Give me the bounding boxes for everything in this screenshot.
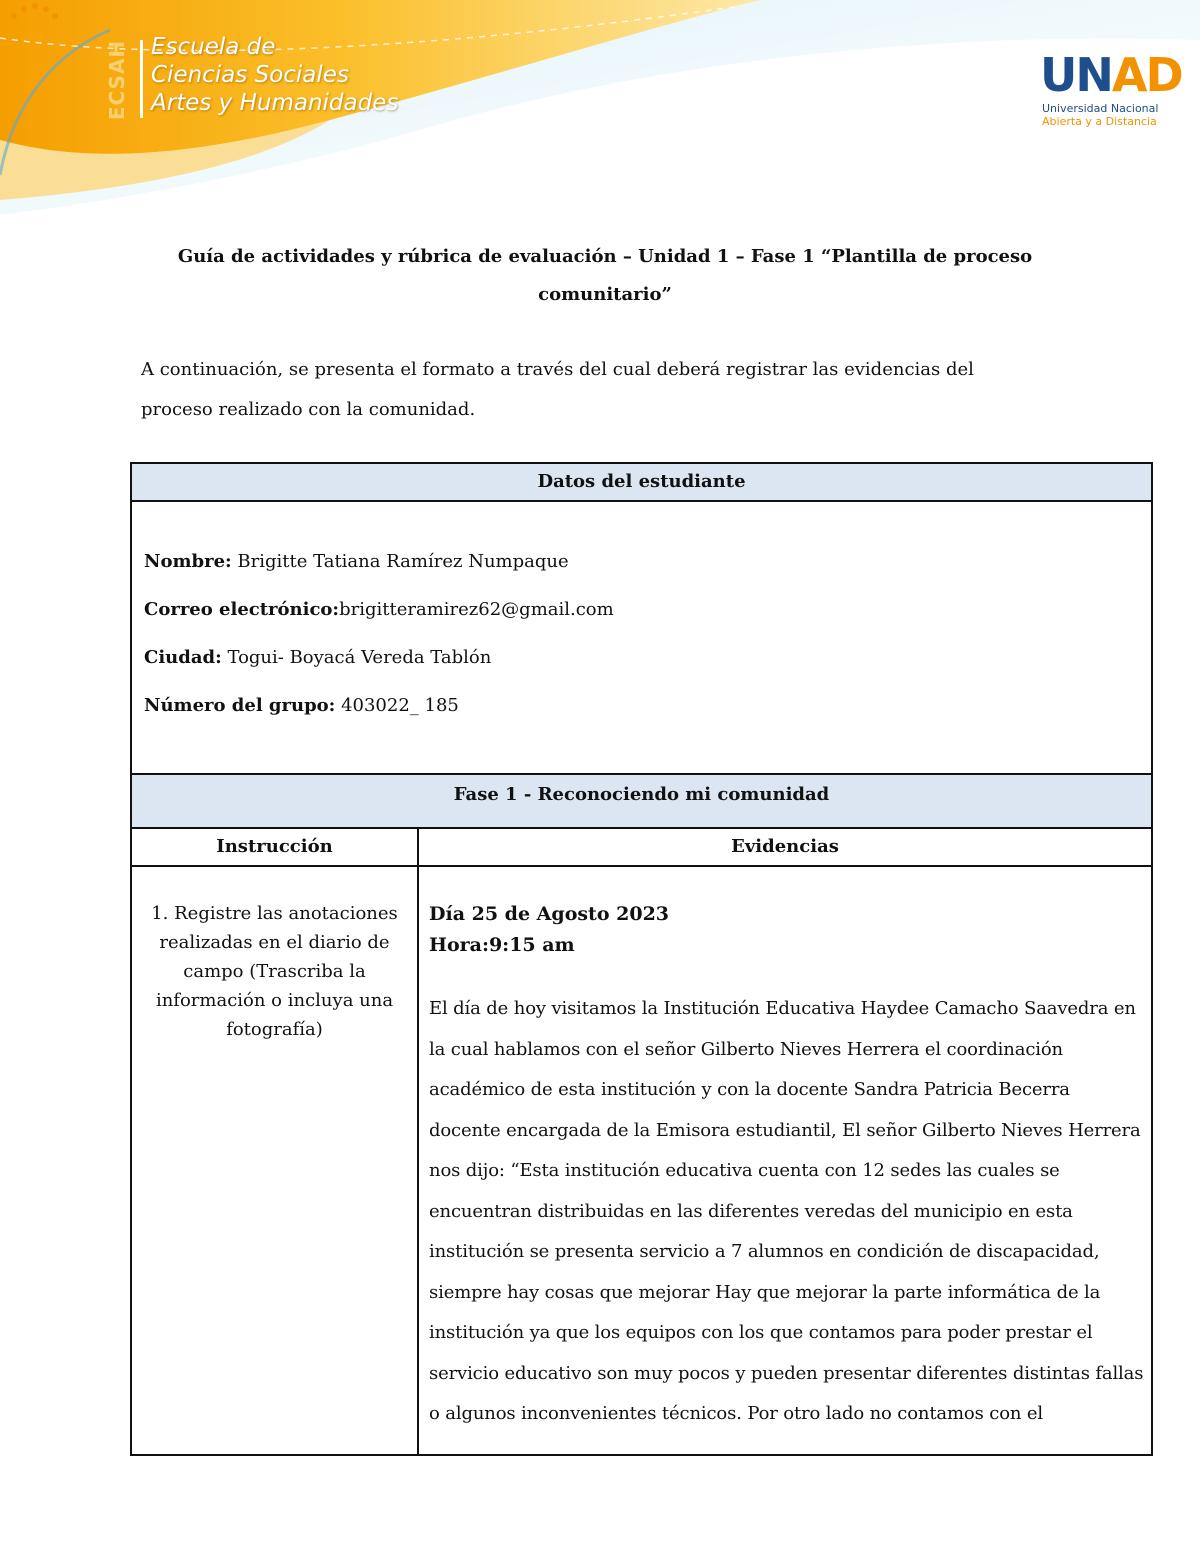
ecsah-text: ECSAH	[105, 39, 129, 121]
document-title: Guía de actividades y rúbrica de evaluación – Unidad 1 – Fase 1 “Plantilla de proceso comunitario”	[177, 246, 1033, 305]
group-label: Número del grupo:	[144, 695, 336, 716]
unad-subtitle-2: Abierta y a Distancia	[1042, 115, 1157, 128]
instruction-column-header: Instrucción	[131, 828, 418, 866]
evidence-text: El día de hoy visitamos la Institución Educativa Haydee Camacho Saavedra en la cual hablamos con el señor Gilberto Nieves Herrera el coordinación académico de esta institución y con la docente Sandra Patricia Becerra docente encargada de la Emisora estudiantil, El señor Gilberto Nieves Herrera nos dijo: “Esta institución educativa cuenta con 12 sedes las cuales se encuentran distribuidas en las diferentes veredas del municipio en esta institución se presenta servicio a 7 alumnos en condición de discapacidad, siempre hay cosas que mejorar Hay que mejorar la parte informática de la institución ya que los equipos con los que contamos para poder prestar el servicio educativo son muy pocos y pueden presentar diferentes distintas fallas o algunos inconvenientes técnicos. Por otro lado no contamos con el	[429, 998, 1144, 1424]
group-row	[144, 682, 1151, 730]
instruction-cell	[131, 866, 418, 1455]
email-label: Correo electrónico:	[144, 599, 340, 620]
name-label: Nombre:	[144, 551, 232, 572]
instruction-text: 1. Registre las anotaciones realizadas en el diario de campo (Trascriba la información o incluya una fotografía)	[151, 903, 398, 1040]
evidence-date: Día 25 de Agosto 2023	[429, 903, 670, 925]
unad-logo-un: UN	[1040, 48, 1112, 102]
school-line-3: Artes y Humanidades	[151, 90, 399, 116]
unad-logo	[1040, 48, 1182, 102]
city-value: Togui- Boyacá Vereda Tablón	[221, 647, 492, 668]
school-name	[151, 33, 398, 117]
evidence-column-header: Evidencias	[418, 828, 1152, 866]
group-value: 403022_ 185	[335, 695, 459, 716]
student-form-table	[130, 462, 1153, 1456]
unad-subtitle-1: Universidad Nacional	[1042, 102, 1159, 115]
evidence-time: Hora:9:15 am	[429, 934, 575, 956]
unad-logo-ad: AD	[1111, 48, 1182, 102]
student-data-cell	[131, 501, 1152, 774]
city-row	[144, 634, 1151, 682]
phase-header: Fase 1 - Reconociendo mi comunidad	[131, 774, 1152, 828]
school-divider	[140, 40, 143, 118]
student-data-header: Datos del estudiante	[131, 463, 1152, 501]
header-banner	[0, 0, 1200, 230]
name-value: Brigitte Tatiana Ramírez Numpaque	[231, 551, 569, 572]
name-row	[144, 538, 1151, 586]
email-row	[144, 586, 1151, 634]
email-value: brigitteramirez62@gmail.com	[339, 599, 614, 620]
intro-paragraph: A continuación, se presenta el formato a través del cual deberá registrar las evidencias del proceso realizado con la comunidad.	[141, 359, 974, 420]
unad-dots-icon	[0, 0, 130, 100]
school-line-2: Ciencias Sociales	[151, 62, 349, 88]
evidence-cell	[418, 866, 1152, 1455]
school-line-1: Escuela de	[151, 34, 276, 60]
city-label: Ciudad:	[144, 647, 222, 668]
